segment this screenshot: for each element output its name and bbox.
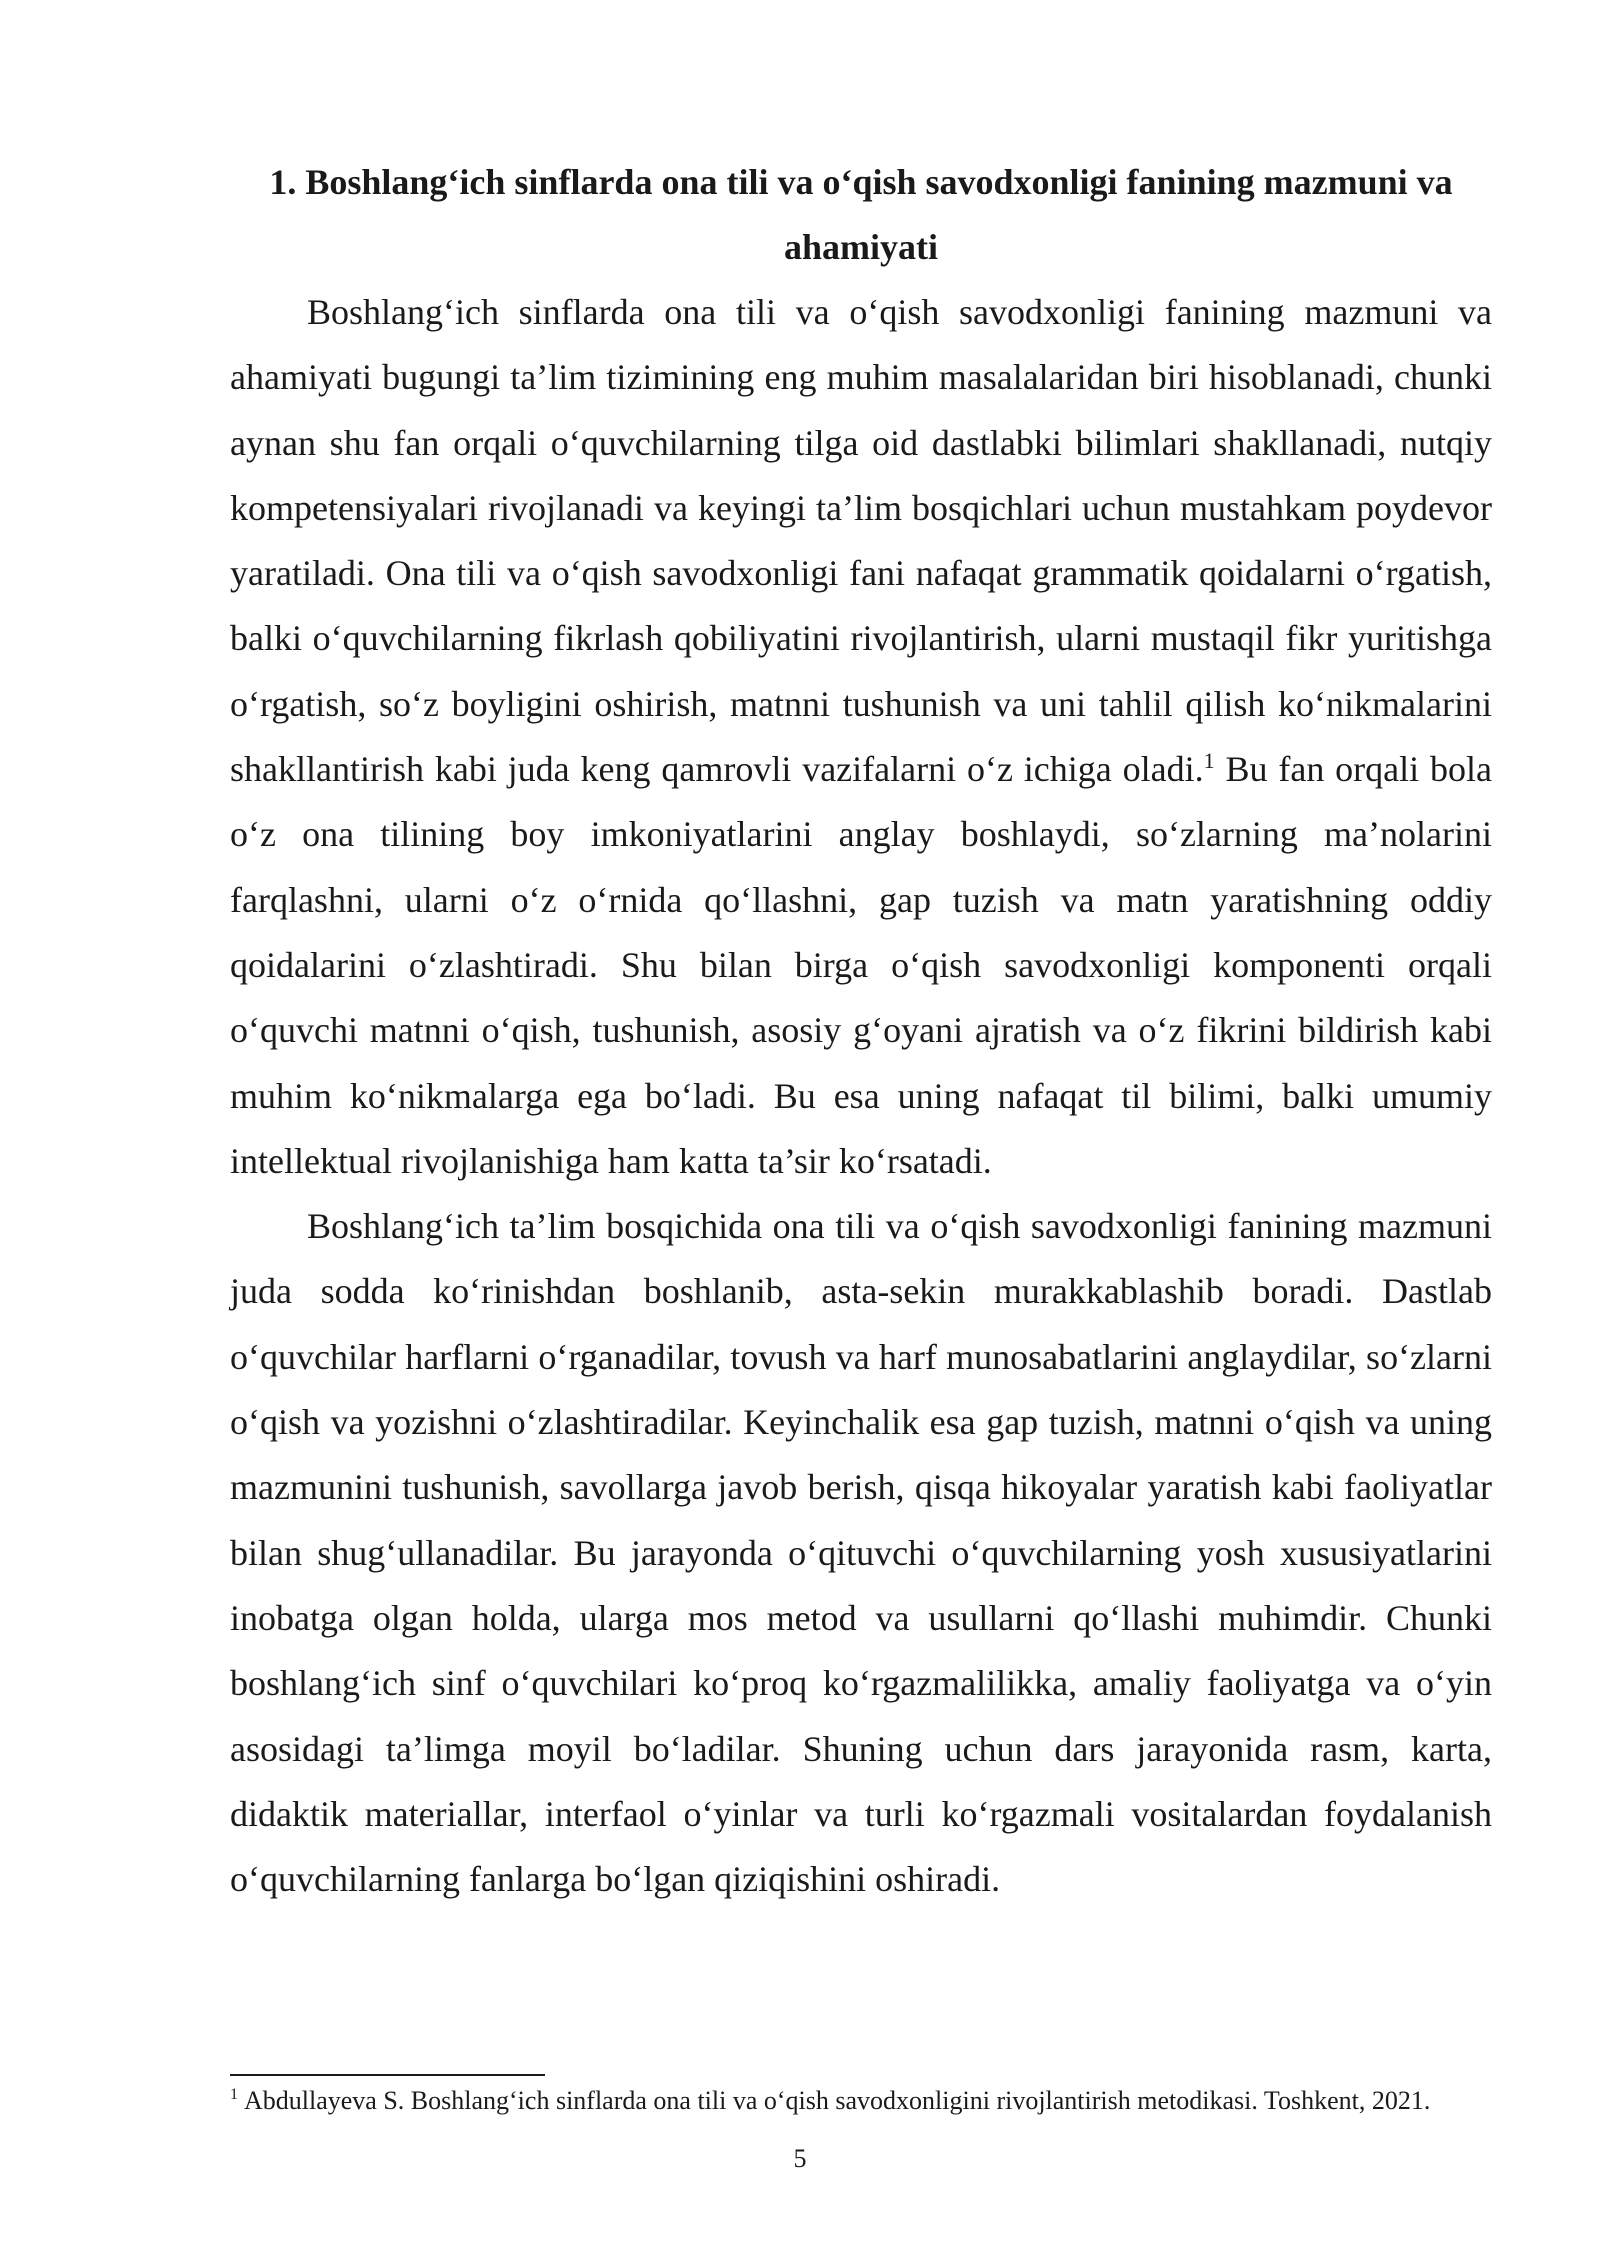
footnote-mark: 1: [230, 2086, 238, 2104]
section-title: 1. Boshlang‘ich sinflarda ona tili va o‘qish savodxonligi fanining mazmuni va ahamiyati: [269, 162, 1453, 267]
body-paragraph-1: [230, 280, 1492, 1194]
page-number: 5: [793, 2144, 807, 2173]
footnote: [230, 2084, 1530, 2118]
footnote-separator: [230, 2074, 545, 2076]
footnote-text: Abdullayeva S. Boshlang‘ich sinflarda ona tili va o‘qish savodxonligini rivojlantirish metodikasi. Toshkent, 2021.: [244, 2086, 1431, 2115]
footnote-reference[interactable]: 1: [1203, 748, 1215, 774]
body-paragraph-2: Boshlang‘ich ta’lim bosqichida ona tili va o‘qish savodxonligi fanining mazmuni juda sodda ko‘rinishdan boshlanib, asta-sekin murakkablashib boradi. Dastlab o‘quvchilar harflarni o‘rganadilar, tovush va harf munosabatlarini anglaydilar, so‘zlarni o‘qish va yozishni o‘zlashtiradilar. Keyinchalik esa gap tuzish, matnni o‘qish va uning mazmunini tushunish, savollarga javob berish, qisqa hikoyalar yaratish kabi faoliyatlar bilan shug‘ullanadilar. Bu jarayonda o‘qituvchi o‘quvchilarning yosh xususiyatlarini inobatga olgan holda, ularga mos metod va usullarni qo‘llashi muhimdir. Chunki boshlang‘ich sinf o‘quvchilari ko‘proq ko‘rgazmalilikka, amaliy faoliyatga va o‘yin asosidagi ta’limga moyil bo‘ladilar. Shuning uchun dars jarayonida rasm, karta, didaktik materiallar, interfaol o‘yinlar va turli ko‘rgazmali vositalardan foydalanish o‘quvchilarning fanlarga bo‘lgan qiziqishini oshiradi.: [230, 1206, 1492, 1900]
paragraph-1-text-end: Bu fan orqali bola o‘z ona tilining boy imkoniyatlarini anglay boshlaydi, so‘zlarning ma’nolarini farqlashni, ularni o‘z o‘rnida qo‘llashni, gap tuzish va matn yaratishning oddiy qoidalarini o‘zlashtiradi. Shu bilan birga o‘qish savodxonligi komponenti orqali o‘quvchi matnni o‘qish, tushunish, asosiy g‘oyani ajratish va o‘z fikrini bildirish kabi muhim ko‘nikmalarga ega bo‘ladi. Bu esa uning nafaqat til bilimi, balki umumiy intellektual rivojlanishiga ham katta ta’sir ko‘rsatadi.: [230, 749, 1492, 1181]
paragraph-1-text-start: Boshlang‘ich sinflarda ona tili va o‘qish savodxonligi fanining mazmuni va ahamiyati bugungi ta’lim tizimining eng muhim masalalaridan biri hisoblanadi, chunki aynan shu fan orqali o‘quvchilarning tilga oid dastlabki bilimlari shakllanadi, nutqiy kompetensiyalari rivojlanadi va keyingi ta’lim bosqichlari uchun mustahkam poydevor yaratiladi. Ona tili va o‘qish savodxonligi fani nafaqat grammatik qoidalarni o‘rgatish, balki o‘quvchilarning fikrlash qobiliyatini rivojlantirish, ularni mustaqil fikr yuritishga o‘rgatish, so‘z boyligini oshirish, matnni tushunish va uni tahlil qilish ko‘nikmalarini shakllantirish kabi juda keng qamrovli vazifalarni o‘z ichiga oladi.: [230, 292, 1492, 790]
page-body: [230, 150, 1492, 1912]
